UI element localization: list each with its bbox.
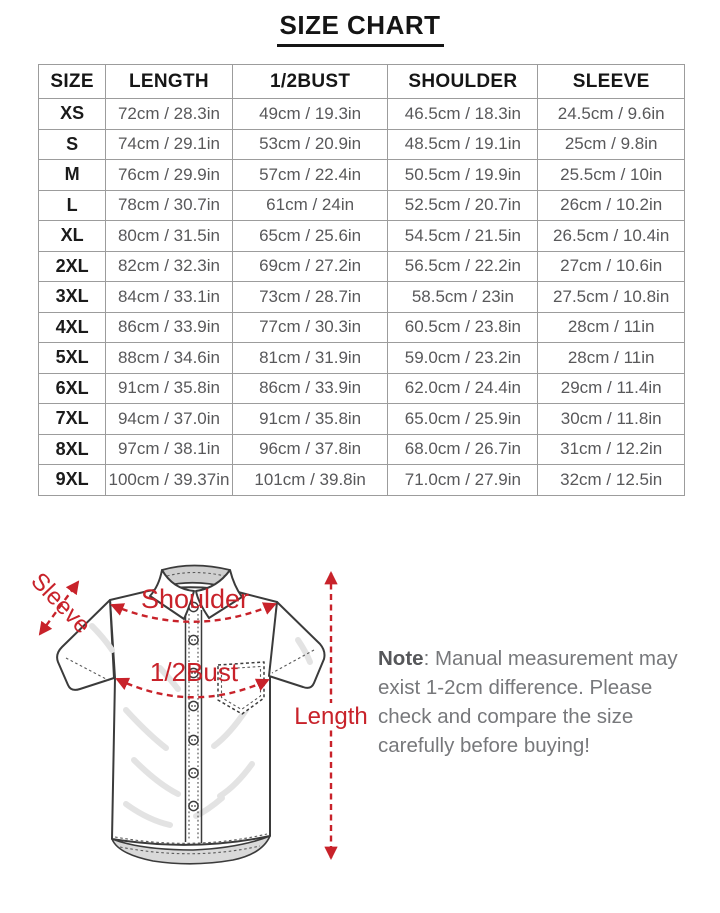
table-cell: 100cm / 39.37in [106, 465, 233, 496]
column-header: SLEEVE [538, 65, 685, 99]
table-cell: 56.5cm / 22.2in [388, 251, 538, 282]
table-cell: 50.5cm / 19.9in [388, 160, 538, 191]
table-cell: 58.5cm / 23in [388, 282, 538, 313]
table-cell: 27cm / 10.6in [538, 251, 685, 282]
table-cell: 80cm / 31.5in [106, 221, 233, 252]
table-cell: 76cm / 29.9in [106, 160, 233, 191]
table-cell: 62.0cm / 24.4in [388, 373, 538, 404]
table-cell: 71.0cm / 27.9in [388, 465, 538, 496]
shoulder-label: Shoulder [140, 584, 250, 614]
table-cell: 96cm / 37.8in [232, 434, 388, 465]
table-cell: 60.5cm / 23.8in [388, 312, 538, 343]
table-cell: 78cm / 30.7in [106, 190, 233, 221]
table-cell: 46.5cm / 18.3in [388, 99, 538, 130]
measurement-note [378, 644, 692, 760]
table-cell: 91cm / 35.8in [106, 373, 233, 404]
table-row [39, 465, 685, 496]
size-table-header-row [39, 65, 685, 99]
table-cell: 86cm / 33.9in [232, 373, 388, 404]
table-cell: 54.5cm / 21.5in [388, 221, 538, 252]
table-cell: 53cm / 20.9in [232, 129, 388, 160]
size-cell: M [39, 160, 106, 191]
table-cell: 27.5cm / 10.8in [538, 282, 685, 313]
table-cell: 69cm / 27.2in [232, 251, 388, 282]
right-sleeve [269, 602, 325, 688]
table-cell: 24.5cm / 9.6in [538, 99, 685, 130]
size-table [38, 64, 685, 496]
table-cell: 65cm / 25.6in [232, 221, 388, 252]
table-cell: 25.5cm / 10in [538, 160, 685, 191]
table-cell: 31cm / 12.2in [538, 434, 685, 465]
size-cell: XS [39, 99, 106, 130]
table-cell: 59.0cm / 23.2in [388, 343, 538, 374]
table-cell: 81cm / 31.9in [232, 343, 388, 374]
size-cell: 8XL [39, 434, 106, 465]
table-cell: 26cm / 10.2in [538, 190, 685, 221]
table-cell: 72cm / 28.3in [106, 99, 233, 130]
table-cell: 88cm / 34.6in [106, 343, 233, 374]
table-cell: 82cm / 32.3in [106, 251, 233, 282]
table-row [39, 404, 685, 435]
size-cell: 9XL [39, 465, 106, 496]
sleeve-label: Sleeve [25, 567, 96, 640]
title-wrap [0, 10, 720, 47]
table-cell: 30cm / 11.8in [538, 404, 685, 435]
table-row [39, 343, 685, 374]
page-title: SIZE CHART [277, 10, 444, 47]
column-header: 1/2BUST [232, 65, 388, 99]
table-row [39, 251, 685, 282]
column-header: SHOULDER [388, 65, 538, 99]
note-text: : Manual measurement may exist 1-2cm difference. Please check and compare the size carefully before buying! [378, 647, 678, 757]
bust-label: 1/2Bust [149, 657, 239, 687]
size-cell: 4XL [39, 312, 106, 343]
table-cell: 65.0cm / 25.9in [388, 404, 538, 435]
size-cell: 3XL [39, 282, 106, 313]
column-header: LENGTH [106, 65, 233, 99]
size-table-body [39, 99, 685, 496]
table-cell: 77cm / 30.3in [232, 312, 388, 343]
table-cell: 97cm / 38.1in [106, 434, 233, 465]
table-cell: 73cm / 28.7in [232, 282, 388, 313]
table-row [39, 160, 685, 191]
size-cell: L [39, 190, 106, 221]
size-cell: XL [39, 221, 106, 252]
table-cell: 32cm / 12.5in [538, 465, 685, 496]
note-label: Note [378, 647, 424, 670]
table-cell: 84cm / 33.1in [106, 282, 233, 313]
table-row [39, 312, 685, 343]
table-cell: 86cm / 33.9in [106, 312, 233, 343]
table-cell: 101cm / 39.8in [232, 465, 388, 496]
table-cell: 49cm / 19.3in [232, 99, 388, 130]
table-cell: 52.5cm / 20.7in [388, 190, 538, 221]
table-row [39, 434, 685, 465]
table-row [39, 190, 685, 221]
size-cell: 6XL [39, 373, 106, 404]
table-cell: 57cm / 22.4in [232, 160, 388, 191]
table-row [39, 99, 685, 130]
table-cell: 74cm / 29.1in [106, 129, 233, 160]
table-cell: 28cm / 11in [538, 312, 685, 343]
table-cell: 28cm / 11in [538, 343, 685, 374]
table-cell: 29cm / 11.4in [538, 373, 685, 404]
table-cell: 61cm / 24in [232, 190, 388, 221]
size-cell: S [39, 129, 106, 160]
table-cell: 48.5cm / 19.1in [388, 129, 538, 160]
length-label: Length [294, 703, 368, 730]
table-row [39, 282, 685, 313]
column-header: SIZE [39, 65, 106, 99]
table-row [39, 129, 685, 160]
table-row [39, 221, 685, 252]
table-cell: 94cm / 37.0in [106, 404, 233, 435]
table-row [39, 373, 685, 404]
size-cell: 2XL [39, 251, 106, 282]
table-cell: 25cm / 9.8in [538, 129, 685, 160]
shirt-diagram [8, 548, 368, 908]
table-cell: 68.0cm / 26.7in [388, 434, 538, 465]
size-cell: 5XL [39, 343, 106, 374]
table-cell: 26.5cm / 10.4in [538, 221, 685, 252]
size-cell: 7XL [39, 404, 106, 435]
table-cell: 91cm / 35.8in [232, 404, 388, 435]
